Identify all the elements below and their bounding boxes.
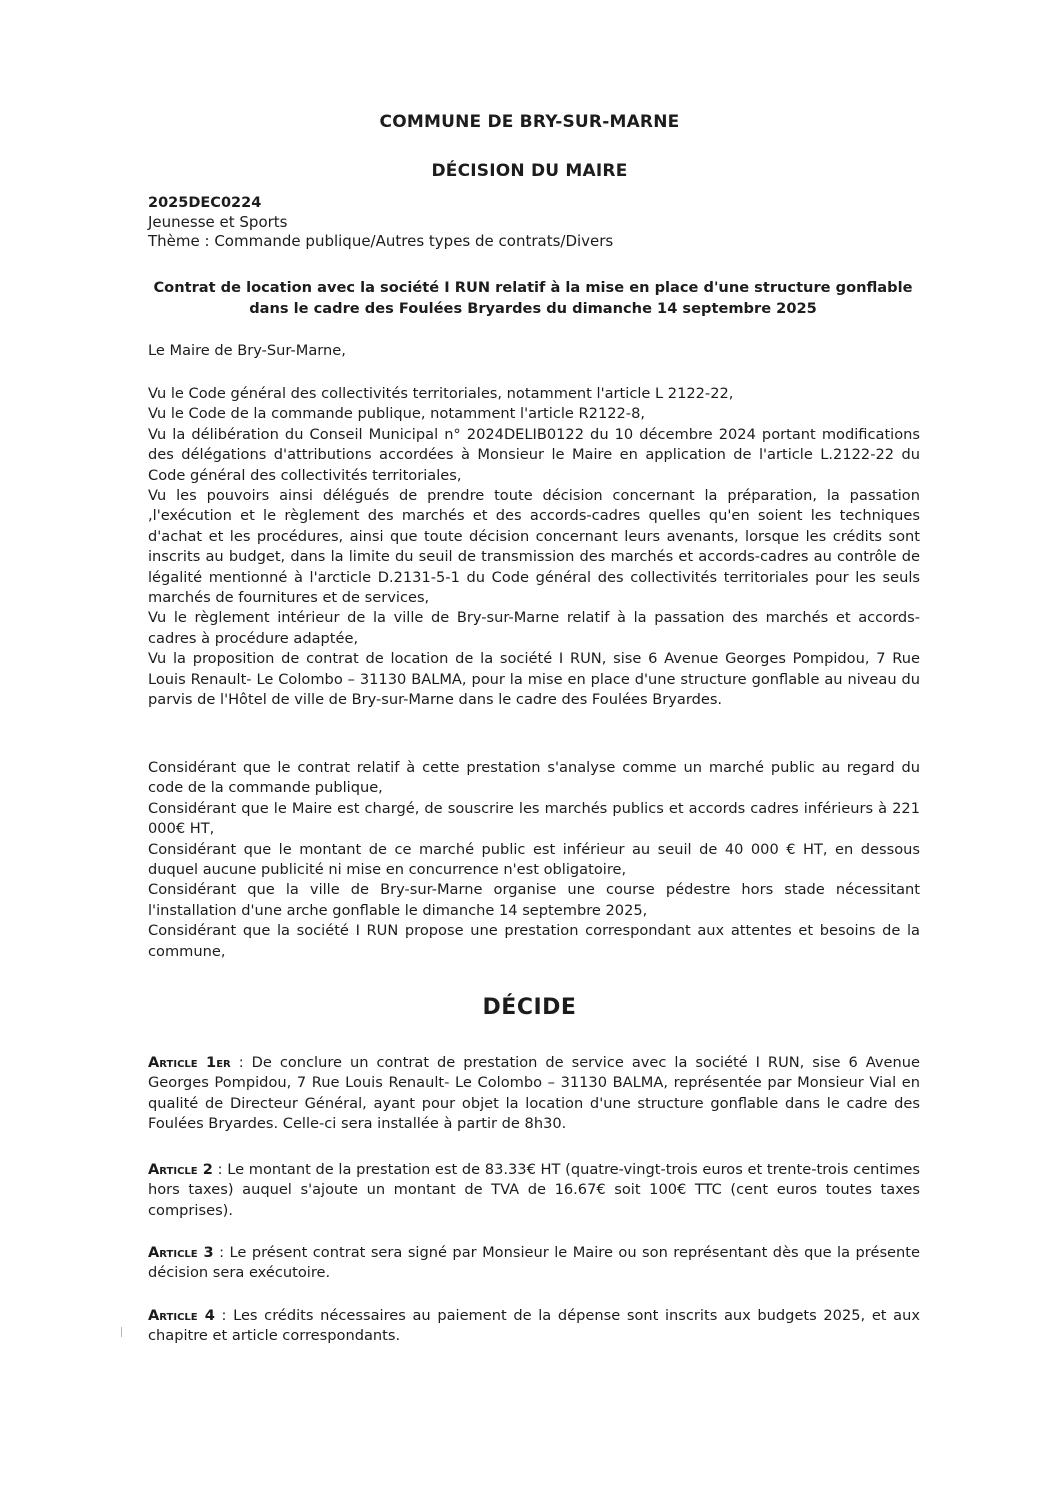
commune-heading: COMMUNE DE BRY-SUR-MARNE — [379, 112, 680, 132]
article-separator: : — [214, 1307, 234, 1324]
considerant-item: Considérant que le contrat relatif à cette prestation s'analyse comme un marché public au regard du code de la commande publique, — [148, 759, 920, 797]
article-text: De conclure un contrat de prestation de service avec la société I RUN, sise 6 Avenue Georges Pompidou, 7 Rue Louis Renault- Le Colombo – 31130 BALMA, représentée par Monsieur Vial en qualité de Directeur Général, ayant pour objet la location d'une structure gonflable dans le cadre des Foulées Bryardes. Celle-ci sera installée à partir de 8h30. — [148, 1054, 920, 1133]
considerant-item: Considérant que le montant de ce marché public est inférieur au seuil de 40 000 € HT, en dessous duquel aucune publicité ni mise en concurrence n'est obligatoire, — [148, 840, 920, 879]
visa-item: Vu le règlement intérieur de la ville de Bry-sur-Marne relatif à la passation des marchés et accords-cadres à procédure adaptée, — [148, 609, 920, 647]
subject-line: dans le cadre des Foulées Bryardes du dimanche 14 septembre 2025 — [249, 300, 817, 317]
visa-item: Vu le Code de la commande publique, notamment l'article R2122-8, — [148, 405, 645, 423]
intro-text: Le Maire de Bry-Sur-Marne, — [148, 342, 346, 359]
visa-item: Vu la proposition de contrat de location de la société I RUN, sise 6 Avenue Georges Pompidou, 7 Rue Louis Renault- Le Colombo – 31130 BALMA, pour la mise en place d'une structure gonflable au niveau du parvis de l'Hôtel de ville de Bry-sur-Marne dans le cadre des Foulées Bryardes. — [148, 650, 920, 709]
decide-heading: DÉCIDE — [482, 995, 577, 1020]
article-text: Les crédits nécessaires au paiement de la dépense sont inscrits aux budgets 2025, et aux chapitre et article correspondants. — [148, 1307, 920, 1345]
decision-reference: 2025DEC0224 — [148, 195, 262, 211]
considerant-item: Considérant que la société I RUN propose une prestation correspondant aux attentes et besoins de la commune, — [148, 922, 920, 960]
article-3 — [148, 1243, 920, 1284]
article-label: Article 3 — [148, 1244, 214, 1261]
decision-subject — [148, 277, 918, 319]
visa-item: Vu les pouvoirs ainsi délégués de prendre toute décision concernant la préparation, la passation ,l'exécution et le règlement des marchés et des accords-cadres quelles qu'en soient les techniques d'achat et les procédures, ainsi que toute décision concernant leurs avenants, lorsque les crédits sont inscrits au budget, dans la limite du seuil de transmission des marchés et accords-cadres au contrôle de légalité mentionné à l'arcticle D.2131-5-1 du Code général des collectivités territoriales pour les seuls marchés de fournitures et de services, — [148, 487, 920, 607]
visa-item: Vu le Code général des collectivités territoriales, notamment l'article L 2122-22, — [148, 385, 734, 402]
article-2 — [148, 1160, 920, 1221]
intro-line — [148, 341, 920, 361]
article-separator: : — [230, 1054, 252, 1071]
considerant-item: Considérant que le Maire est chargé, de souscrire les marchés publics et accords cadres inférieurs à 221 000€ HT, — [148, 799, 920, 838]
visas-block — [148, 384, 920, 711]
article-label: Article 4 — [148, 1307, 215, 1324]
scan-margin-mark — [121, 1327, 122, 1337]
article-text: Le montant de la prestation est de 83.33€ HT (quatre-vingt-trois euros et trente-trois centimes hors taxes) auquel s'ajoute un montant de TVA de 16.67€ soit 100€ TTC (cent euros toutes taxes comprises). — [148, 1161, 920, 1219]
decision-title: DÉCISION DU MAIRE — [431, 161, 628, 181]
considerant-item: Considérant que la ville de Bry-sur-Marne organise une course pédestre hors stade nécessitant l'installation d'une arche gonflable le dimanche 14 septembre 2025, — [148, 881, 920, 919]
visa-item: Vu la délibération du Conseil Municipal n° 2024DELIB0122 du 10 décembre 2024 portant modifications des délégations d'attributions accordées à Monsieur le Maire en application de l'article L.2122-22 du Code général des collectivités territoriales, — [148, 425, 920, 484]
article-text: Le présent contrat sera signé par Monsieur le Maire ou son représentant dès que la présente décision sera exécutoire. — [148, 1244, 920, 1282]
article-4 — [148, 1306, 920, 1347]
decision-theme: Thème : Commande publique/Autres types de contrats/Divers — [148, 232, 614, 250]
decision-service: Jeunesse et Sports — [148, 213, 288, 231]
article-separator: : — [213, 1244, 230, 1261]
article-1 — [148, 1053, 920, 1135]
decision-meta — [148, 194, 613, 251]
article-separator: : — [212, 1161, 228, 1178]
article-label: Article 1er — [148, 1054, 231, 1071]
subject-line: Contrat de location avec la société I RUN relatif à la mise en place d'une structure gonflable — [153, 279, 913, 296]
article-label: Article 2 — [148, 1161, 213, 1178]
considerants-block — [148, 758, 920, 962]
